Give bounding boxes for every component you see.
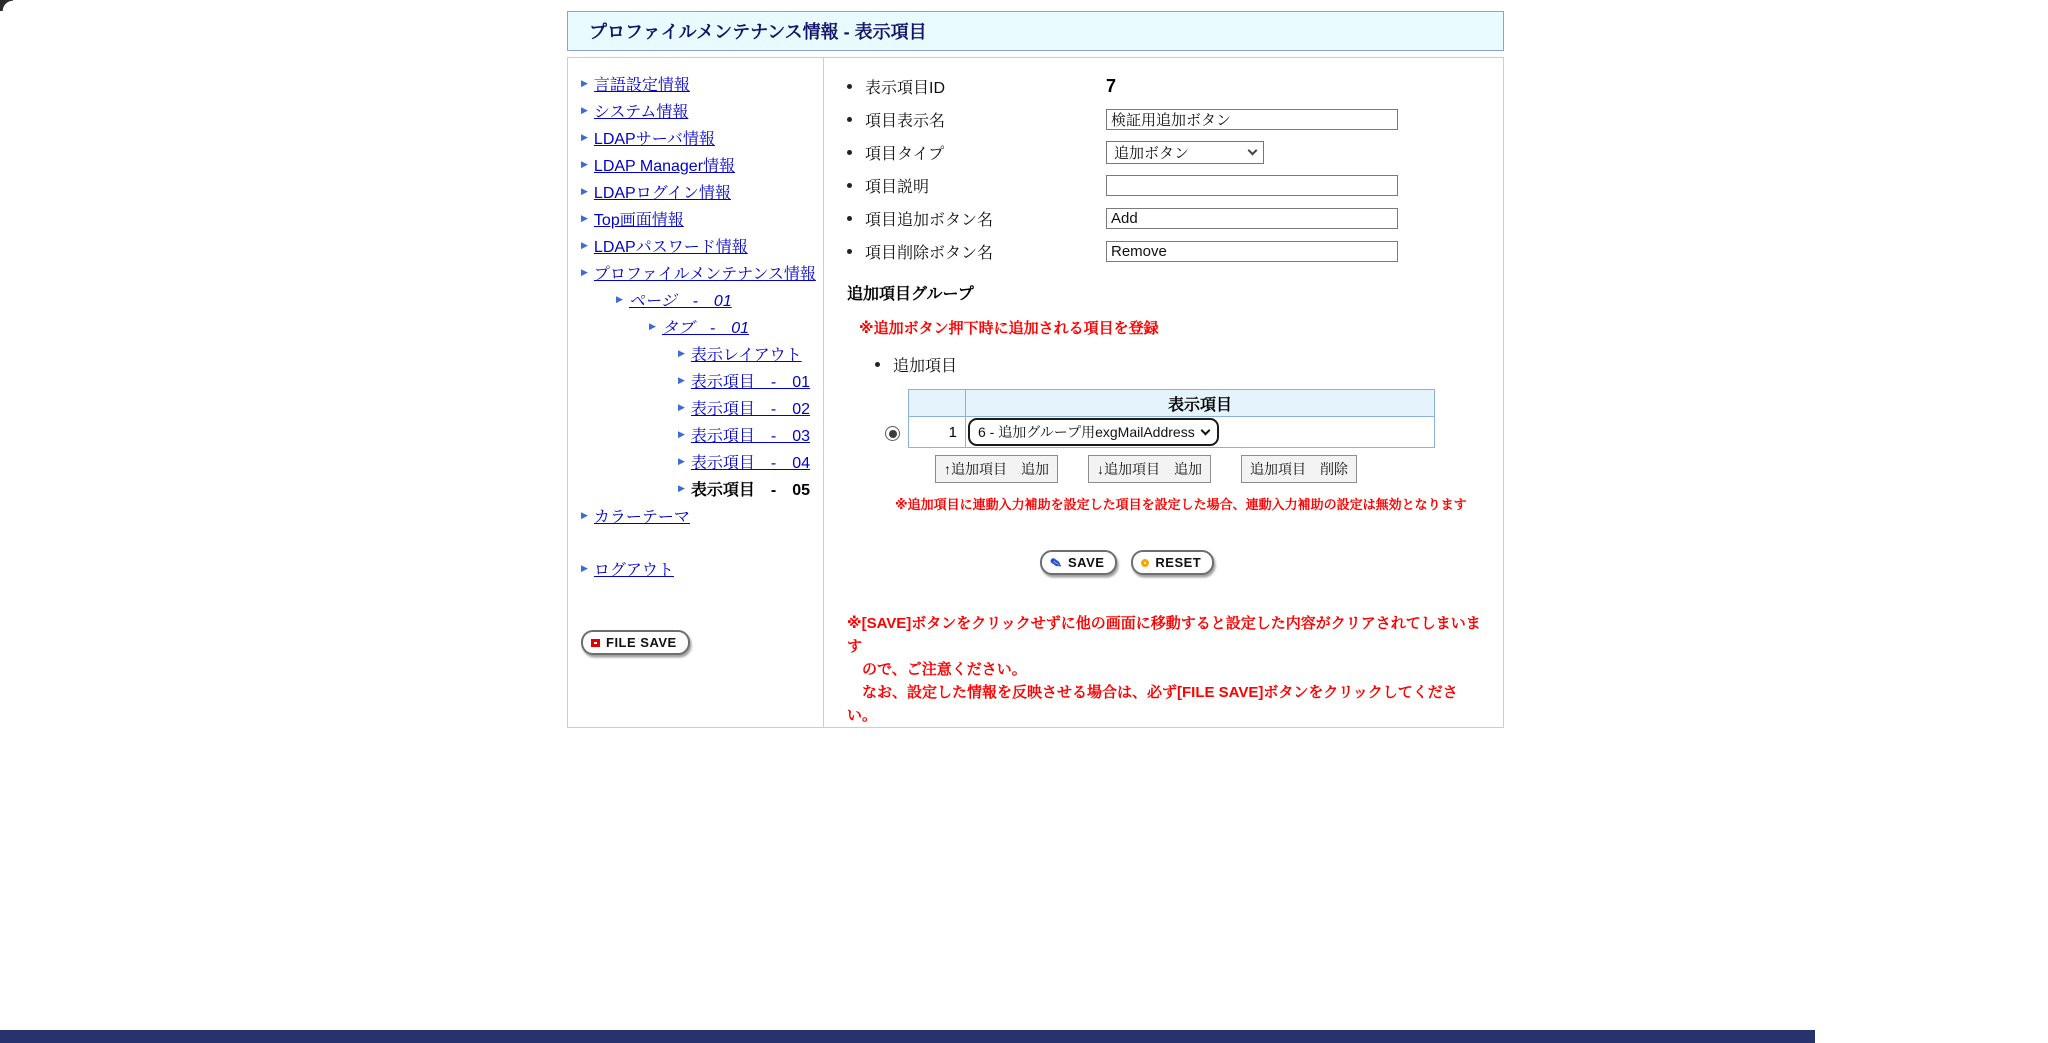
field-label: 項目削除ボタン名 <box>865 245 994 262</box>
triangle-bullet-icon: ▶ <box>581 563 588 573</box>
row-select-cell <box>966 417 1435 448</box>
triangle-bullet-icon: ▶ <box>678 456 685 466</box>
taskbar-fragment <box>0 1030 1815 1043</box>
add-item-bullet-row <box>875 353 1484 376</box>
sidebar-current-item-label: 表示項目 - 05 <box>690 482 811 499</box>
triangle-bullet-icon: ▶ <box>581 78 588 88</box>
table-action-buttons <box>935 455 1484 483</box>
item-type-select[interactable] <box>1106 141 1264 164</box>
form-actions <box>847 550 1407 575</box>
item-type-select-value: 追加ボタン <box>1114 145 1190 162</box>
triangle-bullet-icon: ▶ <box>649 321 656 331</box>
sidebar-item-ldap-login[interactable] <box>568 178 823 205</box>
add-item-label: 追加項目 <box>893 358 958 375</box>
chevron-down-icon <box>1248 146 1258 156</box>
pen-icon: ✎ <box>1048 553 1064 572</box>
add-item-table <box>908 389 1435 448</box>
bullet-icon <box>875 362 880 367</box>
table-header-empty-cell <box>909 390 966 417</box>
save-warning-text <box>847 612 1484 727</box>
sidebar-link[interactable]: ログアウト <box>593 562 674 579</box>
table-row <box>909 417 1435 448</box>
field-row-item-description <box>847 169 1484 202</box>
sidebar-item-display-layout[interactable] <box>568 340 823 367</box>
row-radio-selected[interactable] <box>885 426 900 441</box>
sidebar-item-ldap-server[interactable] <box>568 124 823 151</box>
linked-input-note: ※追加項目に連動入力補助を設定した項目を設定した場合、連動入力補助の設定は無効となります <box>895 497 1467 512</box>
table-header-display-item: 表示項目 <box>966 390 1435 417</box>
field-label: 項目説明 <box>865 179 930 196</box>
sidebar-link[interactable]: LDAP Manager情報 <box>593 158 736 175</box>
field-row-display-item-id <box>847 70 1484 103</box>
triangle-bullet-icon: ▶ <box>678 429 685 439</box>
sidebar-item-display-item-02[interactable] <box>568 394 823 421</box>
reset-button-label: RESET <box>1155 555 1202 570</box>
add-item-above-button[interactable]: ↑追加項目 追加 <box>935 455 1058 483</box>
bullet-icon <box>847 84 852 89</box>
row-index-cell: 1 <box>909 417 966 448</box>
bullet-icon <box>847 249 852 254</box>
triangle-bullet-icon: ▶ <box>616 294 623 304</box>
sidebar-item-color-theme[interactable] <box>568 502 823 529</box>
field-row-add-button-name <box>847 202 1484 235</box>
sidebar-item-tab-01[interactable] <box>568 313 823 340</box>
bullet-icon <box>847 183 852 188</box>
sidebar-item-ldap-manager[interactable] <box>568 151 823 178</box>
chevron-down-icon <box>1200 425 1210 435</box>
main-content <box>824 58 1504 727</box>
bullet-icon <box>847 150 852 155</box>
triangle-bullet-icon: ▶ <box>678 402 685 412</box>
sidebar-item-display-item-03[interactable] <box>568 421 823 448</box>
sidebar-link[interactable]: システム情報 <box>593 104 689 121</box>
add-item-below-button[interactable]: ↓追加項目 追加 <box>1088 455 1211 483</box>
add-item-table-area <box>908 389 1484 448</box>
file-save-square-icon <box>591 639 600 647</box>
save-warning-line2: ので、ご注意ください。 <box>847 661 1027 678</box>
triangle-bullet-icon: ▶ <box>678 348 685 358</box>
sidebar-nav <box>568 58 824 727</box>
sidebar-link[interactable]: ページ - 01 <box>628 293 732 310</box>
add-item-group-heading: 追加項目グループ <box>847 286 974 303</box>
field-label: 項目表示名 <box>865 113 946 130</box>
row-item-select[interactable] <box>968 418 1219 446</box>
sidebar-link[interactable]: プロファイルメンテナンス情報 <box>593 266 816 283</box>
sidebar-item-display-item-05-current <box>568 475 823 502</box>
page-title: プロファイルメンテナンス情報 - 表示項目 <box>589 22 927 42</box>
window-corner-artifact <box>0 0 13 11</box>
add-item-group-note: ※追加ボタン押下時に追加される項目を登録 <box>859 320 1159 337</box>
row-item-select-value: 6 - 追加グループ用exgMailAddress <box>978 424 1195 440</box>
sidebar-link[interactable]: 表示項目 - 02 <box>690 401 811 418</box>
triangle-bullet-icon: ▶ <box>581 159 588 169</box>
delete-item-button[interactable]: 追加項目 削除 <box>1241 455 1357 483</box>
save-warning-line1: ※[SAVE]ボタンをクリックせずに他の画面に移動すると設定した内容がクリアされてしまいます <box>847 615 1481 655</box>
sidebar-item-language[interactable] <box>568 70 823 97</box>
sidebar-link[interactable]: カラーテーマ <box>593 509 690 526</box>
triangle-bullet-icon: ▶ <box>581 186 588 196</box>
page-header <box>567 11 1504 51</box>
field-label: 表示項目ID <box>865 80 946 97</box>
bullet-icon <box>847 117 852 122</box>
file-save-button-label: FILE SAVE <box>606 635 677 650</box>
triangle-bullet-icon: ▶ <box>678 483 685 493</box>
sidebar-link[interactable]: タブ - 01 <box>661 320 750 337</box>
field-row-remove-button-name <box>847 235 1484 268</box>
display-item-id-value: 7 <box>1106 76 1117 96</box>
field-row-item-type <box>847 136 1484 169</box>
bullet-icon <box>847 216 852 221</box>
add-button-name-input[interactable] <box>1106 208 1398 229</box>
field-label: 項目タイプ <box>865 146 945 163</box>
sidebar-item-system[interactable] <box>568 97 823 124</box>
triangle-bullet-icon: ▶ <box>581 267 588 277</box>
sidebar-link[interactable]: LDAPログイン情報 <box>593 185 731 202</box>
radio-dot <box>889 430 897 438</box>
sidebar-item-ldap-password[interactable] <box>568 232 823 259</box>
triangle-bullet-icon: ▶ <box>581 240 588 250</box>
sidebar-item-page-01[interactable] <box>568 286 823 313</box>
save-button-label: SAVE <box>1067 555 1105 570</box>
sidebar-link[interactable]: 表示項目 - 03 <box>690 428 811 445</box>
triangle-bullet-icon: ▶ <box>581 213 588 223</box>
field-label: 項目追加ボタン名 <box>865 212 994 229</box>
content-panel <box>567 57 1504 728</box>
sidebar-link[interactable]: 言語設定情報 <box>593 77 690 94</box>
item-description-input[interactable] <box>1106 175 1398 196</box>
triangle-bullet-icon: ▶ <box>678 375 685 385</box>
remove-button-name-input[interactable] <box>1106 241 1398 262</box>
sidebar-item-profile-maintenance[interactable] <box>568 259 823 286</box>
save-warning-line3: なお、設定した情報を反映させる場合は、必ず[FILE SAVE]ボタンをクリックしてください。 <box>847 684 1458 724</box>
sidebar-link[interactable]: 表示項目 - 01 <box>690 374 811 391</box>
sidebar-link[interactable]: 表示レイアウト <box>690 347 802 364</box>
field-row-item-display-name <box>847 103 1484 136</box>
sidebar-link[interactable]: LDAPパスワード情報 <box>593 239 748 256</box>
sidebar-item-display-item-04[interactable] <box>568 448 823 475</box>
sidebar-link[interactable]: Top画面情報 <box>593 212 684 229</box>
sidebar-link[interactable]: 表示項目 - 04 <box>690 455 811 472</box>
sidebar-item-logout[interactable] <box>568 555 823 582</box>
reset-circle-icon <box>1141 559 1149 567</box>
table-header-row <box>909 390 1435 417</box>
triangle-bullet-icon: ▶ <box>581 510 588 520</box>
reset-button[interactable] <box>1131 550 1214 575</box>
sidebar-item-top-screen[interactable] <box>568 205 823 232</box>
save-button[interactable] <box>1040 550 1118 575</box>
triangle-bullet-icon: ▶ <box>581 105 588 115</box>
app-window <box>567 11 1504 728</box>
item-display-name-input[interactable] <box>1106 109 1398 130</box>
file-save-button[interactable] <box>581 630 690 655</box>
sidebar-item-display-item-01[interactable] <box>568 367 823 394</box>
sidebar-link[interactable]: LDAPサーバ情報 <box>593 131 715 148</box>
triangle-bullet-icon: ▶ <box>581 132 588 142</box>
